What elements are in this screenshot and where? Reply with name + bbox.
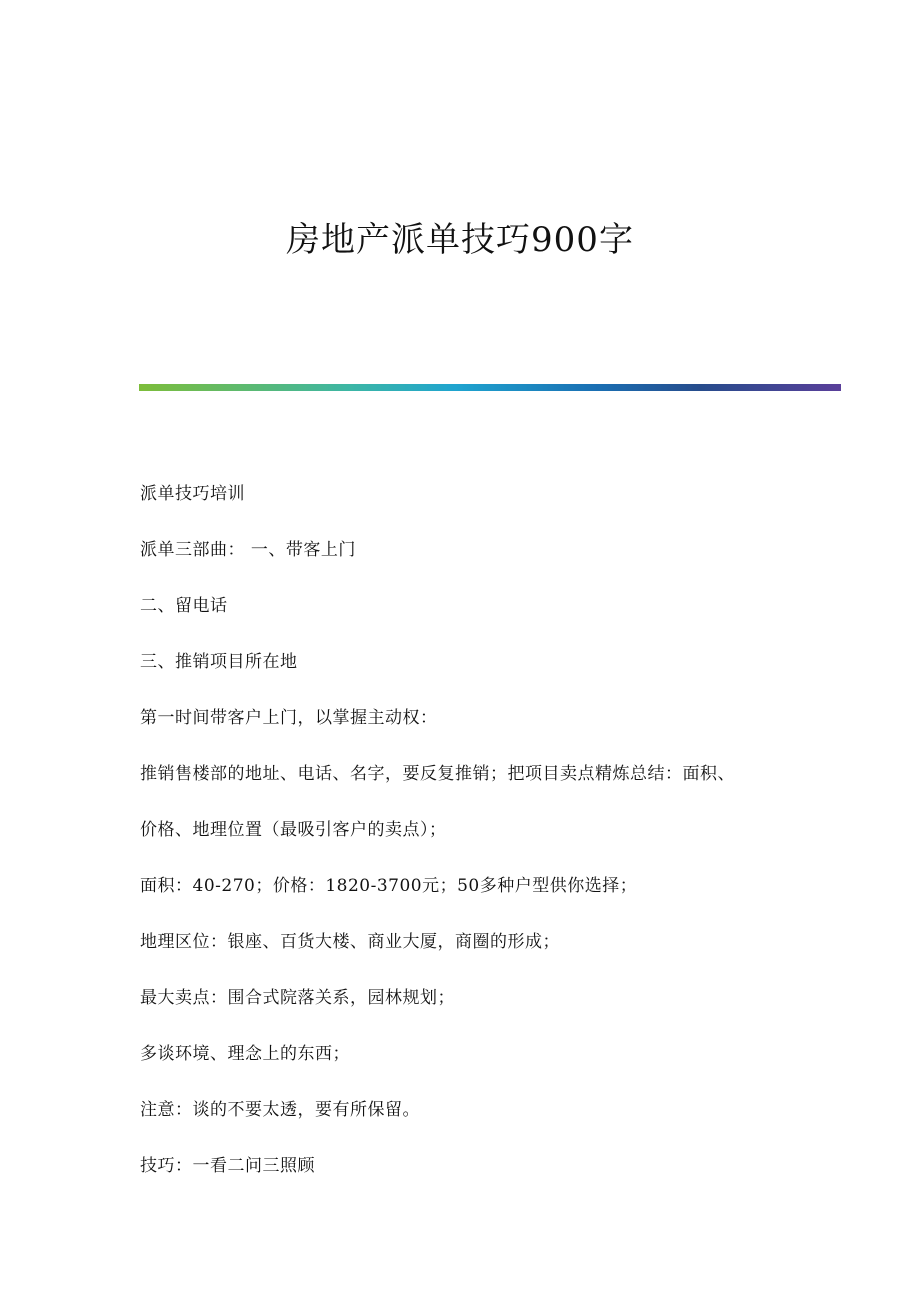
paragraph: 注意：谈的不要太透，要有所保留。 xyxy=(140,1100,420,1120)
paragraph: 多谈环境、理念上的东西； xyxy=(140,1044,350,1064)
title-divider xyxy=(139,384,841,391)
paragraph: 派单三部曲： 一、带客上门 xyxy=(140,540,356,560)
paragraph: 三、推销项目所在地 xyxy=(140,652,298,672)
paragraph: 派单技巧培训 xyxy=(140,484,245,504)
page-title: 房地产派单技巧900字 xyxy=(286,220,634,260)
paragraph: 价格、地理位置（最吸引客户的卖点）； xyxy=(140,820,447,840)
paragraph: 最大卖点：围合式院落关系，园林规划； xyxy=(140,988,455,1008)
paragraph: 面积：40-270；价格：1820-3700元；50多种户型供你选择； xyxy=(140,876,638,896)
document-body xyxy=(140,466,840,1194)
paragraph: 地理区位：银座、百货大楼、商业大厦，商圈的形成； xyxy=(140,932,560,952)
paragraph: 推销售楼部的地址、电话、名字，要反复推销；把项目卖点精炼总结：面积、 xyxy=(140,764,735,784)
paragraph: 二、留电话 xyxy=(140,596,228,616)
paragraph: 第一时间带客户上门，以掌握主动权： xyxy=(140,708,438,728)
paragraph: 技巧：一看二问三照顾 xyxy=(140,1156,315,1176)
